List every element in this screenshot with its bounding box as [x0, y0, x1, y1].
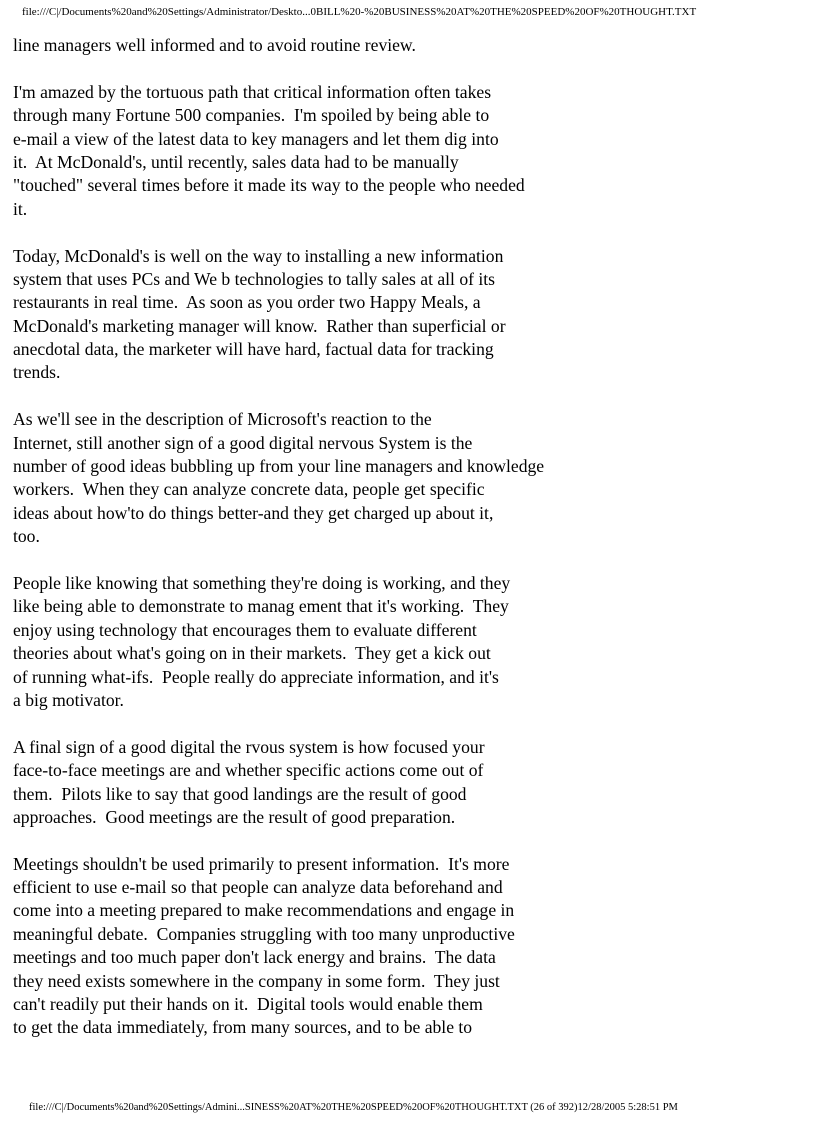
- page-footer-path: file:///C|/Documents%20and%20Settings/Admini...SINESS%20AT%20THE%20SPEED%20OF%20THOUGHT.TXT (26 of 392)12/28/2005 5:28:51 PM: [29, 1102, 678, 1113]
- paragraph: [13, 736, 803, 830]
- text-line: trends.: [13, 362, 61, 383]
- paragraph: [13, 245, 803, 385]
- text-line: come into a meeting prepared to make recommendations and engage in: [13, 900, 515, 921]
- text-line: A final sign of a good digital the rvous system is how focused your: [13, 736, 485, 757]
- text-line: Meetings shouldn't be used primarily to present information. It's more: [13, 853, 510, 874]
- text-line: system that uses PCs and We b technologies to tally sales at all of its: [13, 268, 496, 289]
- paragraph: [13, 81, 803, 221]
- text-line: number of good ideas bubbling up from your line managers and knowledge: [13, 456, 545, 477]
- document-body: [13, 34, 803, 1040]
- text-line: As we'll see in the description of Microsoft's reaction to the: [13, 409, 432, 430]
- text-line: approaches. Good meetings are the result of good preparation.: [13, 806, 456, 827]
- text-line: ideas about how'to do things better-and they get charged up about it,: [13, 502, 494, 523]
- text-line: line managers well informed and to avoid routine review.: [13, 35, 416, 55]
- text-line: like being able to demonstrate to manag ement that it's working. They: [13, 596, 509, 617]
- paragraph: [13, 34, 803, 57]
- text-line: too.: [13, 526, 40, 547]
- paragraph: [13, 572, 803, 712]
- text-line: I'm amazed by the tortuous path that critical information often takes: [13, 81, 492, 102]
- text-line: them. Pilots like to say that good landings are the result of good: [13, 783, 467, 804]
- paragraph-gap: [13, 712, 803, 735]
- text-line: workers. When they can analyze concrete data, people get specific: [13, 479, 485, 500]
- paragraph-gap: [13, 549, 803, 572]
- paragraph-gap: [13, 57, 803, 80]
- text-line: theories about what's going on in their markets. They get a kick out: [13, 643, 491, 664]
- text-line: meaningful debate. Companies struggling with too many unproductive: [13, 923, 515, 944]
- page-header-path: file:///C|/Documents%20and%20Settings/Administrator/Deskto...0BILL%20-%20BUSINESS%20AT%20THE%20SPEED%20OF%20THOUGHT.TXT: [22, 6, 697, 18]
- text-line: can't readily put their hands on it. Digital tools would enable them: [13, 994, 483, 1015]
- paragraph-gap: [13, 829, 803, 852]
- paragraph-gap: [13, 221, 803, 244]
- text-line: Internet, still another sign of a good digital nervous System is the: [13, 432, 473, 453]
- text-line: meetings and too much paper don't lack energy and brains. The data: [13, 947, 496, 968]
- text-line: it. At McDonald's, until recently, sales data had to be manually: [13, 151, 459, 172]
- text-line: anecdotal data, the marketer will have hard, factual data for tracking: [13, 339, 494, 360]
- text-line: they need exists somewhere in the company in some form. They just: [13, 970, 500, 991]
- text-line: McDonald's marketing manager will know. Rather than superficial or: [13, 315, 506, 336]
- paragraph: [13, 408, 803, 548]
- text-line: "touched" several times before it made its way to the people who needed: [13, 175, 525, 196]
- text-line: face-to-face meetings are and whether specific actions come out of: [13, 760, 484, 781]
- text-line: through many Fortune 500 companies. I'm spoiled by being able to: [13, 105, 490, 126]
- text-line: a big motivator.: [13, 689, 124, 710]
- text-line: restaurants in real time. As soon as you order two Happy Meals, a: [13, 292, 481, 313]
- paragraph: [13, 853, 803, 1040]
- text-line: of running what-ifs. People really do appreciate information, and it's: [13, 666, 499, 687]
- text-line: to get the data immediately, from many sources, and to be able to: [13, 1017, 473, 1038]
- text-line: People like knowing that something they're doing is working, and they: [13, 572, 511, 593]
- text-line: efficient to use e-mail so that people can analyze data beforehand and: [13, 877, 503, 898]
- text-line: e-mail a view of the latest data to key managers and let them dig into: [13, 128, 499, 149]
- paragraph-gap: [13, 385, 803, 408]
- text-line: it.: [13, 198, 28, 219]
- text-line: Today, McDonald's is well on the way to installing a new information: [13, 245, 504, 266]
- text-line: enjoy using technology that encourages them to evaluate different: [13, 619, 477, 640]
